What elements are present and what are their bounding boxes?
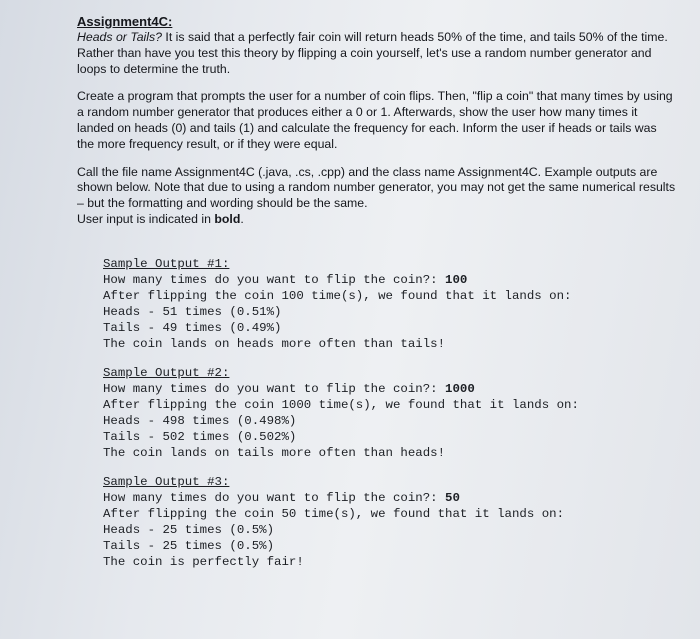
sample-heading: Sample Output #1: bbox=[103, 257, 230, 271]
requirements-paragraph: Create a program that prompts the user for a number of coin flips. Then, "flip a coin" that many times by using a random number generator that produces either a 0 or 1. Afterwards, show the user how many times it landed on heads (0) and tails (1) and calculate the frequency for each. Inform the user if heads or tails was the more frequency result, or if they were equal. bbox=[77, 89, 673, 151]
tails-line: Tails - 25 times (0.5%) bbox=[103, 539, 275, 553]
prompt-line bbox=[103, 381, 693, 397]
heads-line: Heads - 498 times (0.498%) bbox=[103, 414, 297, 428]
sample-heading: Sample Output #3: bbox=[103, 475, 230, 489]
assignment-description bbox=[77, 14, 677, 240]
user-input: 50 bbox=[445, 491, 460, 505]
conclusion-line: The coin is perfectly fair! bbox=[103, 555, 304, 569]
result-line: After flipping the coin 100 time(s), we found that it lands on: bbox=[103, 289, 572, 303]
sample-output-1 bbox=[103, 256, 693, 352]
sample-outputs bbox=[103, 256, 693, 583]
file-naming-paragraph bbox=[77, 165, 677, 228]
prompt-text: How many times do you want to flip the coin?: bbox=[103, 382, 446, 396]
user-input: 1000 bbox=[445, 382, 475, 396]
intro-paragraph bbox=[77, 30, 677, 77]
heads-line: Heads - 51 times (0.51%) bbox=[103, 305, 282, 319]
sample-output-3 bbox=[103, 474, 693, 570]
input-note-bold: bold bbox=[214, 211, 241, 226]
tails-line: Tails - 502 times (0.502%) bbox=[103, 430, 297, 444]
input-note-prefix: User input is indicated in bbox=[77, 211, 215, 226]
result-line: After flipping the coin 1000 time(s), we found that it lands on: bbox=[103, 398, 579, 412]
sample-heading: Sample Output #2: bbox=[103, 366, 230, 380]
conclusion-line: The coin lands on heads more often than tails! bbox=[103, 337, 446, 351]
result-line: After flipping the coin 50 time(s), we found that it lands on: bbox=[103, 507, 565, 521]
conclusion-line: The coin lands on tails more often than heads! bbox=[103, 446, 446, 460]
intro-question: Heads or Tails? bbox=[77, 30, 162, 44]
prompt-line bbox=[103, 272, 693, 288]
prompt-text: How many times do you want to flip the coin?: bbox=[103, 491, 446, 505]
sample-output-2 bbox=[103, 365, 693, 461]
assignment-title: Assignment4C: bbox=[77, 14, 173, 29]
user-input: 100 bbox=[445, 273, 468, 287]
file-naming-text: Call the file name Assignment4C (.java, .cs, .cpp) and the class name Assignment4C. Example outputs are shown below. Note that due to using a random number generator, you may not get the same numerical results – but the formatting and wording should be the same. bbox=[77, 164, 676, 211]
intro-text: It is said that a perfectly fair coin will return heads 50% of the time, and tails 50% of the time. Rather than have you test this theory by flipping a coin yourself, let's use a random number generator and loops to determine the truth. bbox=[77, 30, 668, 76]
input-note-suffix: . bbox=[240, 211, 244, 226]
heads-line: Heads - 25 times (0.5%) bbox=[103, 523, 275, 537]
prompt-text: How many times do you want to flip the coin?: bbox=[103, 273, 446, 287]
tails-line: Tails - 49 times (0.49%) bbox=[103, 321, 282, 335]
prompt-line bbox=[103, 490, 693, 506]
